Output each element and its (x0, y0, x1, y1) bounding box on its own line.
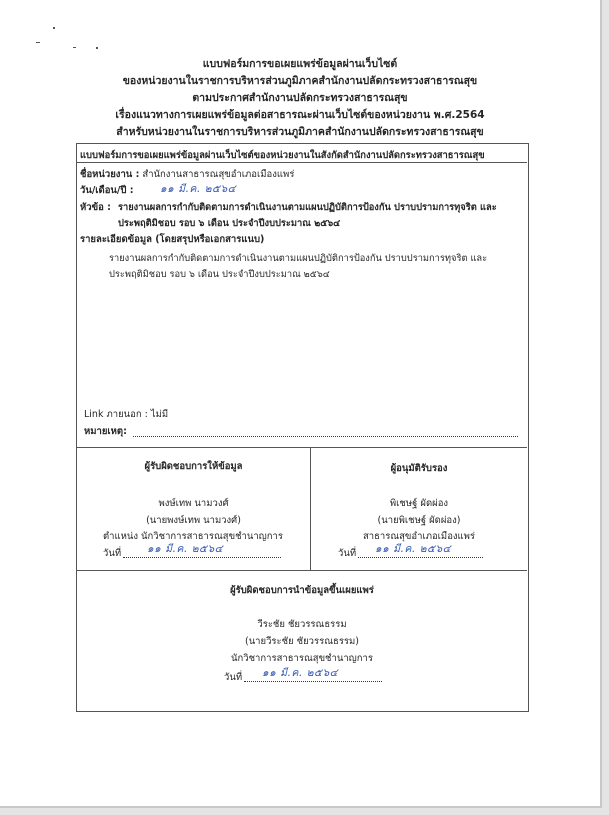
link-value: ไม่มี (150, 409, 169, 420)
detail-line-2: ประพฤติมิชอบ รอบ ๖ เดือน ประจำปีงบประมาณ ๒๕๖๔ (109, 269, 330, 280)
subject-label: หัวข้อ : (80, 202, 111, 213)
publisher-date-value: ๑๑ มี.ค. ๒๕๖๔ (262, 667, 339, 679)
agency-value: สำนักงานสาธารณสุขอำเภอเมืองแพร่ (142, 169, 295, 180)
approver-date-line (358, 557, 483, 558)
note-label: หมายเหตุ: (84, 426, 127, 437)
publisher-divider (76, 570, 527, 571)
header-line-2: ของหน่วยงานในราชการบริหารส่วนภูมิภาคสำนักงานปลัดกระทรวงสาธารณสุข (122, 75, 478, 87)
detail-label: รายละเอียดข้อมูล (โดยสรุปหรือเอกสารแนบ) (80, 234, 265, 245)
header-line-5: สำหรับหน่วยงานในราชการบริหารส่วนภูมิภาคสำนักงานปลัดกระทรวงสาธารณสุข (116, 126, 484, 138)
publisher-heading: ผู้รับผิดชอบการนำข้อมูลขึ้นเผยแพร่ (230, 585, 374, 596)
scan-speck (36, 42, 40, 43)
date-value: ๑๑ มี.ค. ๒๕๖๔ (160, 183, 237, 195)
link-row (84, 407, 168, 422)
form-title: แบบฟอร์มการขอเผยแพร่ข้อมูลผ่านเว็บไซต์ของหน่วยงานในสังกัดสำนักงานปลัดกระทรวงสาธารณสุข (80, 150, 485, 161)
note-dotted-line (133, 436, 518, 437)
provider-name-full: (นายพงษ์เทพ นามวงศ์) (146, 515, 241, 526)
scan-speck (53, 27, 55, 29)
provider-position: ตำแหน่ง นักวิชาการสาธารณสุขชำนาญการ (103, 531, 283, 542)
approver-position: สาธารณสุขอำเภอเมืองแพร่ (362, 531, 476, 542)
link-label: Link ภายนอก : (84, 409, 148, 420)
provider-date-line (123, 557, 281, 558)
date-label: วัน/เดือน/ปี : (80, 185, 134, 196)
provider-date-label: วันที่ (103, 548, 122, 559)
approver-date-value: ๑๑ มี.ค. ๒๕๖๔ (375, 543, 452, 555)
publisher-name: วีระชัย ชัยวรรณธรรม (257, 619, 347, 630)
publisher-position: นักวิชาการสาธารณสุขชำนาญการ (231, 653, 373, 664)
title-divider (76, 162, 527, 163)
detail-line-1: รายงานผลการกำกับติดตามการดำเนินงานตามแผนปฏิบัติการป้องกัน ปราบปรามการทุจริต และ (109, 253, 488, 264)
header-line-4: เรื่องแนวทางการเผยแพร่ข้อมูลต่อสาธารณะผ่านเว็บไซต์ของหน่วยงาน พ.ศ.2564 (115, 109, 485, 121)
signature-divider (76, 447, 527, 448)
publisher-name-full: (นายวีระชัย ชัยวรรณธรรม) (244, 636, 359, 647)
provider-name: พงษ์เทพ นามวงศ์ (158, 498, 229, 509)
publisher-date-line (244, 681, 382, 682)
provider-date-value: ๑๑ มี.ค. ๒๕๖๔ (147, 543, 224, 555)
approver-name-full: (นายพิเชษฐ์ ผัดผ่อง) (377, 515, 461, 526)
scan-speck (73, 47, 76, 48)
subject-line-2: ประพฤติมิชอบ รอบ ๖ เดือน ประจำปีงบประมาณ ๒๕๖๔ (118, 218, 341, 229)
agency-label: ชื่อหน่วยงาน : (80, 169, 140, 180)
subject-line-1: รายงานผลการกำกับติดตามการดำเนินงานตามแผนปฏิบัติการป้องกัน ปราบปรามการทุจริต และ (118, 202, 497, 213)
approver-date-label: วันที่ (338, 548, 357, 559)
approver-name: พิเชษฐ์ ผัดผ่อง (389, 498, 449, 509)
header-line-1: แบบฟอร์มการขอเผยแพร่ข้อมูลผ่านเว็บไซต์ (202, 58, 398, 70)
header-line-3: ตามประกาศสำนักงานปลัดกระทรวงสาธารณสุข (192, 92, 408, 104)
publisher-date-label: วันที่ (224, 672, 243, 683)
provider-heading: ผู้รับผิดชอบการให้ข้อมูล (144, 461, 243, 472)
scan-speck (96, 47, 98, 49)
approver-heading: ผู้อนุมัติรับรอง (390, 463, 448, 474)
